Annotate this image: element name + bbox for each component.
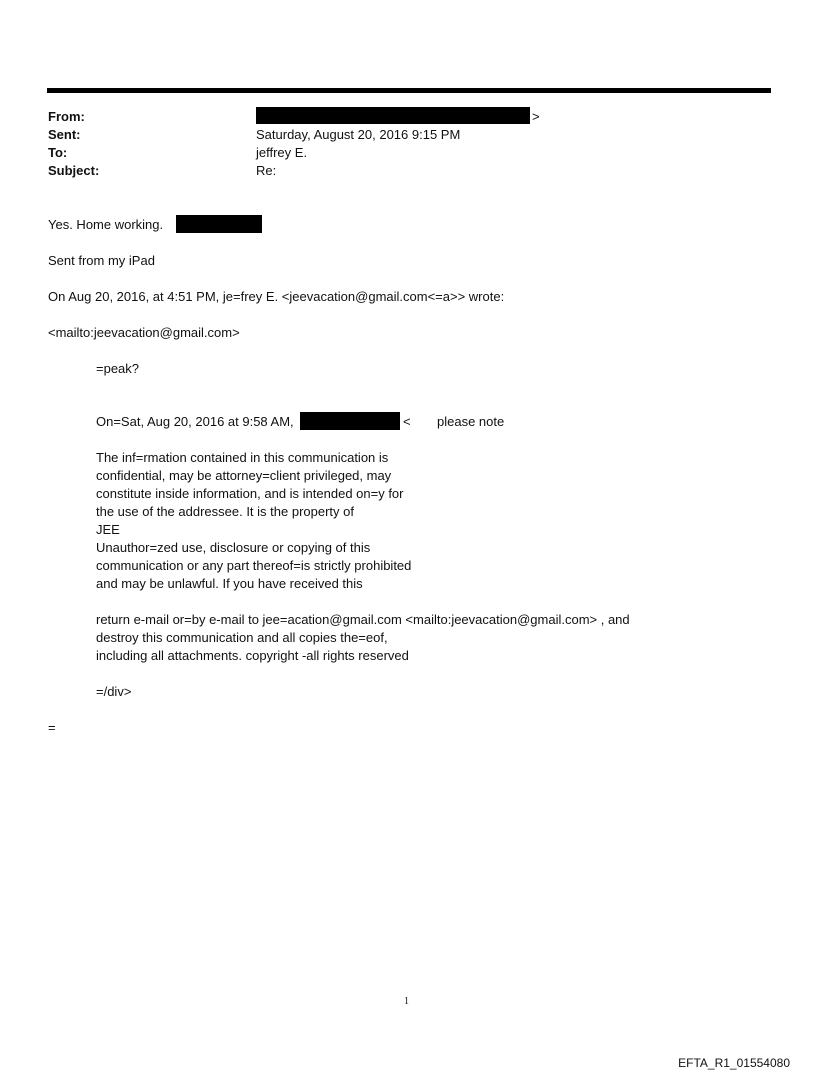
disclaimer-line: the use of the addressee. It is the property of xyxy=(96,504,354,519)
sent-label: Sent: xyxy=(48,127,81,142)
sent-value: Saturday, August 20, 2016 9:15 PM xyxy=(256,127,461,142)
disclaimer2-line: return e-mail or=by e-mail to jee=acation@gmail.com <mailto:jeevacation@gmail.com> , and xyxy=(96,612,630,627)
disclaimer2-line: including all attachments. copyright -all rights reserved xyxy=(96,648,409,663)
bates-number: EFTA_R1_01554080 xyxy=(678,1056,790,1070)
subject-label: Subject: xyxy=(48,163,100,178)
quote2-lt: < xyxy=(403,414,411,429)
disclaimer-line: constitute inside information, and is intended on=y for xyxy=(96,486,404,501)
disclaimer-line: Unauthor=zed use, disclosure or copying of this xyxy=(96,540,371,555)
subject-value: Re: xyxy=(256,163,277,178)
to-label: To: xyxy=(48,145,68,160)
equals-line: = xyxy=(48,720,56,735)
div-close-line: =/div> xyxy=(96,684,132,699)
reply-text: Yes. Home working. xyxy=(48,217,164,232)
disclaimer2-line: destroy this communication and all copies the=eof, xyxy=(96,630,388,645)
disclaimer-line: and may be unlawful. If you have received this xyxy=(96,576,363,591)
from-suffix: > xyxy=(532,109,540,124)
signature-text: Sent from my iPad xyxy=(48,253,155,268)
quote2-redaction xyxy=(300,412,400,430)
quote2-prefix: On=Sat, Aug 20, 2016 at 9:58 AM, xyxy=(96,414,294,429)
speak-line: =peak? xyxy=(96,361,140,376)
from-redaction xyxy=(256,107,530,124)
reply-redaction xyxy=(176,215,262,233)
disclaimer-line: The inf=rmation contained in this communication is xyxy=(96,450,389,465)
quote-intro: On Aug 20, 2016, at 4:51 PM, je=frey E. <jeevacation@gmail.com<=a>> wrote: xyxy=(48,289,505,304)
to-value: jeffrey E. xyxy=(256,145,308,160)
disclaimer-line: communication or any part thereof=is strictly prohibited xyxy=(96,558,412,573)
disclaimer-line: confidential, may be attorney=client privileged, may xyxy=(96,468,392,483)
from-label: From: xyxy=(48,109,85,124)
quote2-note: please note xyxy=(437,414,505,429)
page-number: 1 xyxy=(404,996,409,1007)
disclaimer-line: JEE xyxy=(96,522,120,537)
header-rule xyxy=(47,88,771,93)
mailto-line: <mailto:jeevacation@gmail.com> xyxy=(48,325,240,340)
